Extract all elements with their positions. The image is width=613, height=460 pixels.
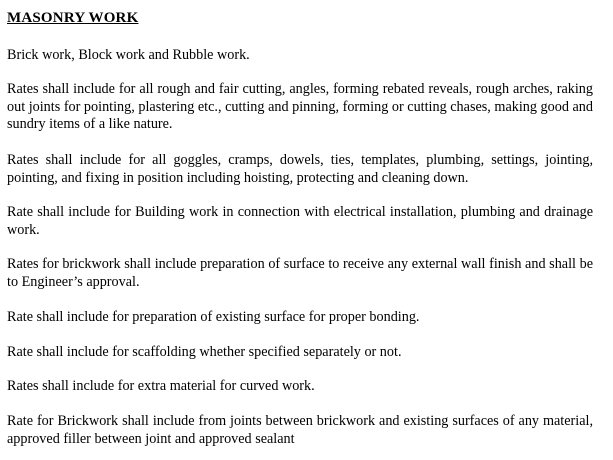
paragraph-curved-work: Rates shall include for extra material for curved work. bbox=[7, 378, 315, 394]
paragraph-joints: Rate for Brickwork shall include from joints between brickwork and existing surfaces of any material, approved filler between joint and approved sealant bbox=[7, 413, 593, 447]
paragraph-scope: Brick work, Block work and Rubble work. bbox=[7, 47, 250, 63]
paragraph-scaffolding: Rate shall include for scaffolding whether specified separately or not. bbox=[7, 344, 402, 360]
paragraph-cutting: Rates shall include for all rough and fair cutting, angles, forming rebated reveals, rough arches, raking out joints for pointing, plastering etc., cutting and pinning, forming or cutting chases, making good and sundry items of a like nature. bbox=[7, 81, 593, 132]
paragraph-bonding: Rate shall include for preparation of existing surface for proper bonding. bbox=[7, 309, 420, 325]
paragraph-fixings: Rates shall include for all goggles, cramps, dowels, ties, templates, plumbing, settings, jointing, pointing, and fixing in position including hoisting, protecting and cleaning down. bbox=[7, 152, 593, 186]
section-heading: MASONRY WORK bbox=[7, 10, 139, 26]
paragraph-building-work: Rate shall include for Building work in connection with electrical installation, plumbing and drainage work. bbox=[7, 204, 593, 238]
paragraph-surface-preparation: Rates for brickwork shall include preparation of surface to receive any external wall finish and shall be to Engineer’s approval. bbox=[7, 256, 593, 290]
